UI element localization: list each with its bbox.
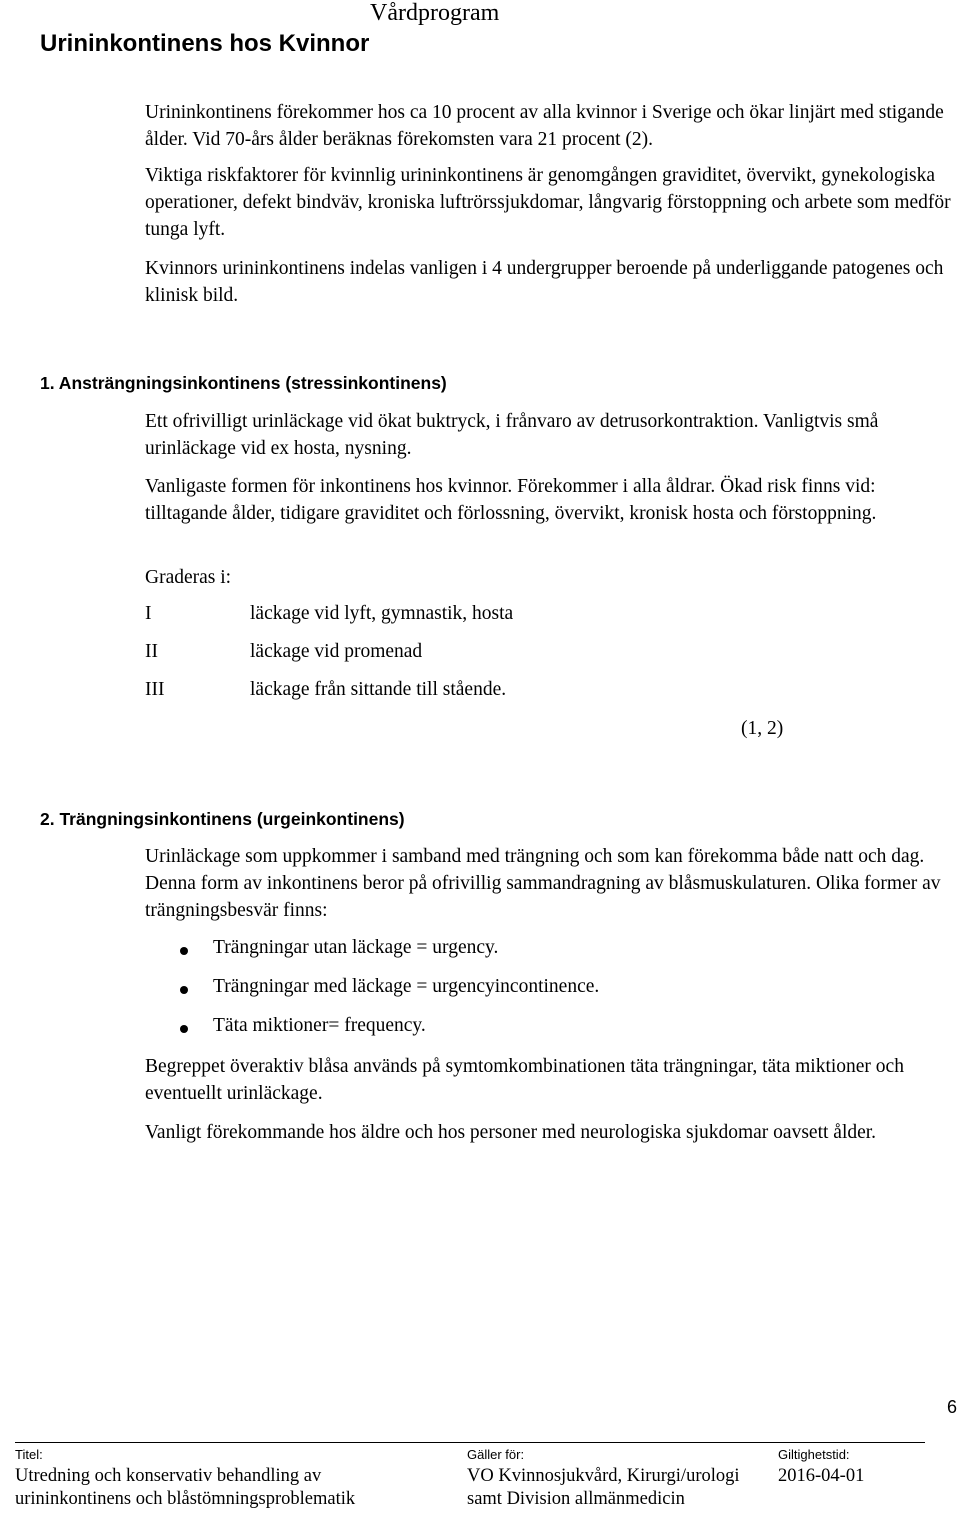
section-2-paragraph-2: Begreppet överaktiv blåsa används på symtomkombinationen täta trängningar, täta miktioner och eventuellt urinläckage.: [145, 1056, 904, 1104]
grade-number: II: [145, 641, 158, 662]
intro-paragraph-3: Kvinnors urininkontinens indelas vanligen i 4 undergrupper beroende på underliggande patogenes och klinisk bild.: [145, 258, 944, 306]
bullet-icon: [180, 986, 188, 994]
section-1-paragraph-2: Vanligaste formen för inkontinens hos kvinnor. Förekommer i alla åldrar. Ökad risk finns vid: tilltagande ålder, tidigare graviditet och förlossning, övervikt, kronisk hosta och förstoppning.: [145, 476, 877, 524]
bullet-icon: [180, 1025, 188, 1033]
footer-title-line-1: Utredning och konservativ behandling av: [15, 1466, 322, 1486]
page-number: 6: [947, 1397, 958, 1417]
intro-paragraph-2: Viktiga riskfaktorer för kvinnlig urininkontinens är genomgången graviditet, övervikt, gynekologiska operationer, defekt bindväv, kroniska luftrörssjukdomar, långvarig förstoppning och arbete som medför tunga lyft.: [145, 165, 951, 240]
footer-divider: [15, 1442, 925, 1443]
footer-validity-date: 2016-04-01: [778, 1466, 865, 1486]
program-label: Vårdprogram: [370, 0, 500, 26]
grade-description: läckage vid lyft, gymnastik, hosta: [250, 603, 514, 624]
footer-title-line-2: urininkontinens och blåstömningsproblematik: [15, 1489, 356, 1509]
list-item: Trängningar utan läckage = urgency.: [213, 937, 499, 958]
section-1-paragraph-1: Ett ofrivilligt urinläckage vid ökat buktryck, i frånvaro av detrusorkontraktion. Vanligtvis små urinläckage vid ex hosta, nysning.: [145, 411, 879, 459]
list-item: Täta miktioner= frequency.: [213, 1015, 426, 1036]
section-2-paragraph-1: Urinläckage som uppkommer i samband med trängning och som kan förekomma både natt och dag. Denna form av inkontinens beror på ofrivillig sammandragning av blåsmuskulaturen. Olika former av trängningsbesvär finns:: [145, 846, 941, 921]
footer-applies-line-2: samt Division allmänmedicin: [467, 1489, 685, 1509]
document-title: Urininkontinens hos Kvinnor: [40, 30, 370, 57]
section-1-heading: 1. Ansträngningsinkontinens (stressinkontinens): [40, 373, 447, 393]
footer-applies-line-1: VO Kvinnosjukvård, Kirurgi/urologi: [467, 1466, 740, 1486]
footer-applies-label: Gäller för:: [467, 1447, 525, 1462]
grade-number: III: [145, 679, 165, 700]
footer-validity-label: Giltighetstid:: [778, 1447, 850, 1462]
footer-title-label: Titel:: [15, 1447, 43, 1462]
grade-number: I: [145, 603, 152, 624]
section-2-paragraph-3: Vanligt förekommande hos äldre och hos personer med neurologiska sjukdomar oavsett ålder.: [145, 1122, 877, 1143]
intro-paragraph-1: Urininkontinens förekommer hos ca 10 procent av alla kvinnor i Sverige och ökar linjärt med stigande ålder. Vid 70-års ålder beräknas förekomsten vara 21 procent (2).: [145, 102, 944, 150]
grade-description: läckage från sittande till stående.: [250, 679, 507, 700]
grades-label: Graderas i:: [145, 567, 232, 588]
bullet-icon: [180, 947, 188, 955]
section-2-heading: 2. Trängningsinkontinens (urgeinkontinens): [40, 809, 405, 829]
reference-citation: (1, 2): [741, 718, 784, 739]
list-item: Trängningar med läckage = urgencyincontinence.: [213, 976, 600, 997]
grade-description: läckage vid promenad: [250, 641, 423, 662]
